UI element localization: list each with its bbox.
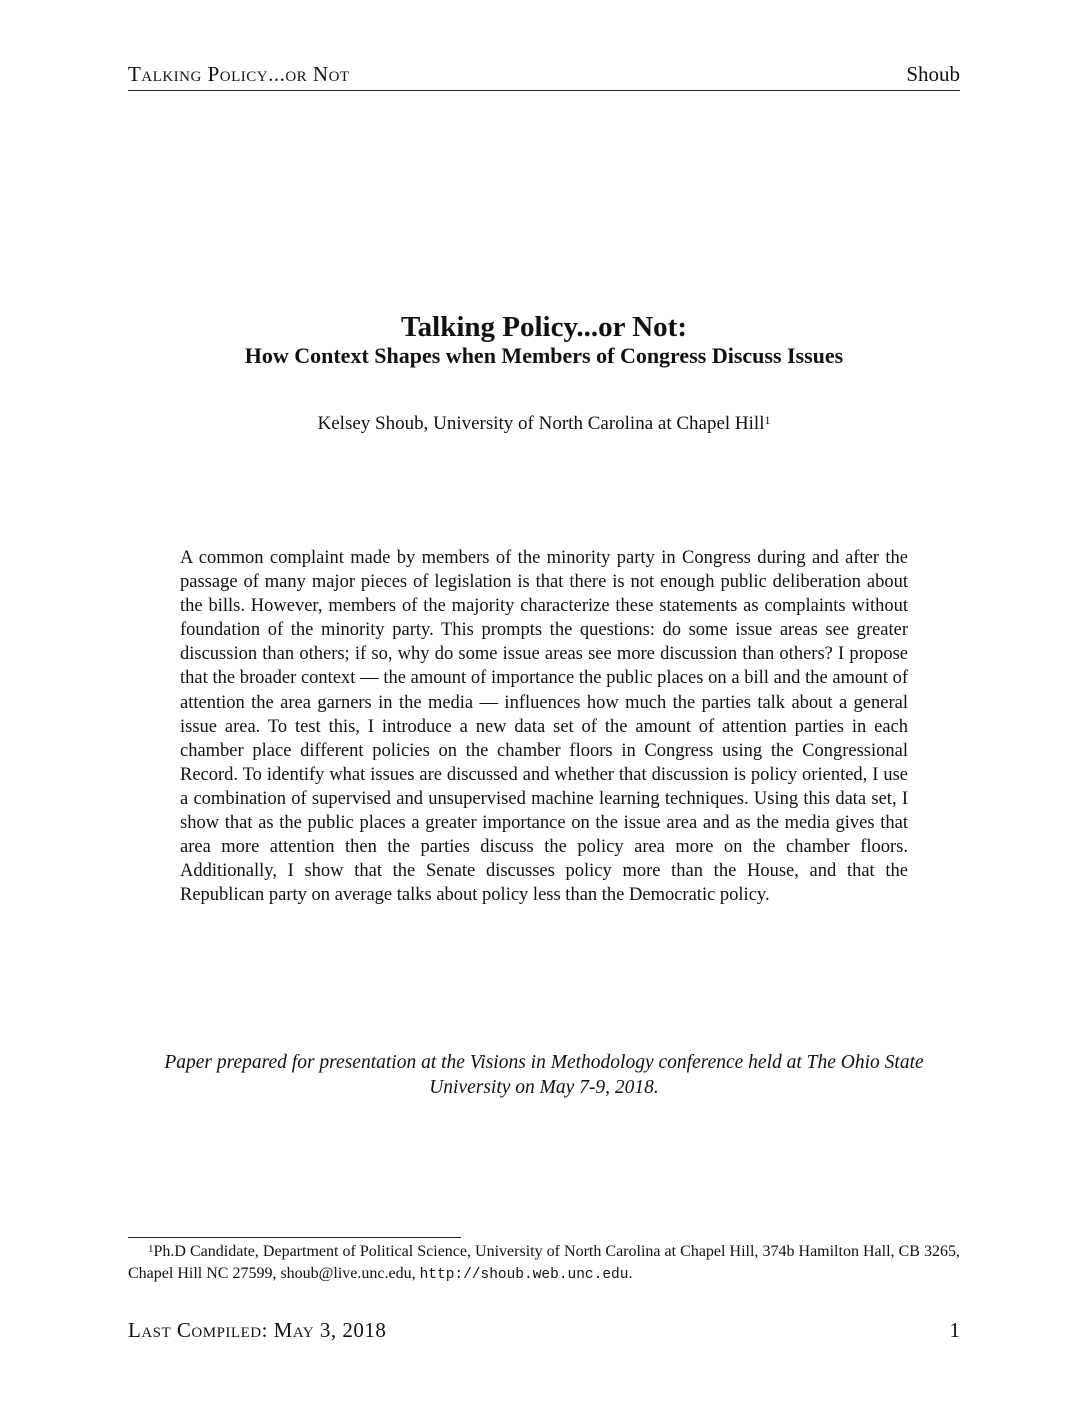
running-footer — [128, 1318, 960, 1344]
paper-subtitle: How Context Shapes when Members of Congress Discuss Issues — [244, 343, 844, 368]
footnote-end: . — [628, 1265, 633, 1282]
page-number: 1 — [949, 1318, 960, 1342]
running-header — [128, 62, 960, 91]
footnote-text: Ph.D Candidate, Department of Political Science, University of North Carolina at Chapel Hill, 374b Hamilton Hall, CB 3265, Chapel Hill NC 27599, shoub@live.unc.edu, — [128, 1243, 960, 1282]
abstract: A common complaint made by members of the minority party in Congress during and after the passage of many major pieces of legislation is that there is not enough public deliberation about the bills. However, members of the majority characterize these statements as complaints without foundation of the minority party. This prompts the questions: do some issue areas see greater discussion than others; if so, why do some issue areas see more discussion than others? I propose that the broader context — the amount of importance the public places on a bill and the amount of attention the area garners in the media — influences how much the parties talk about a general issue area. To test this, I introduce a new data set of the amount of attention parties in each chamber place different policies on the chamber floors in Congress using the Congressional Record. To identify what issues are discussed and whether that discussion is policy oriented, I use a combination of supervised and unsupervised machine learning techniques. Using this data set, I show that as the public places a greater importance on the issue area and as the media gives that area more attention then the parties discuss the policy area more on the chamber floors. Additionally, I show that the Senate discusses policy more than the House, and that the Republican party on average talks about policy less than the Democratic policy. — [180, 548, 908, 906]
running-title: Talking Policy...or Not — [128, 62, 350, 86]
footnote — [128, 1241, 960, 1286]
footnote-url[interactable]: http://shoub.web.unc.edu — [419, 1267, 629, 1283]
compiled-date: Last Compiled: May 3, 2018 — [128, 1318, 387, 1342]
footnote-mark: 1 — [148, 1243, 154, 1255]
footnote-rule — [128, 1237, 461, 1238]
author-affiliation: Kelsey Shoub, University of North Carolina at Chapel Hill — [317, 413, 765, 434]
presentation-note: Paper prepared for presentation at the Visions in Methodology conference held at The Ohio State University on May 7-9, 2018. — [164, 1052, 924, 1098]
paper-title: Talking Policy...or Not: — [400, 311, 687, 343]
author-footnote-mark: 1 — [764, 413, 771, 427]
author-line — [128, 412, 960, 436]
running-author: Shoub — [906, 62, 960, 86]
